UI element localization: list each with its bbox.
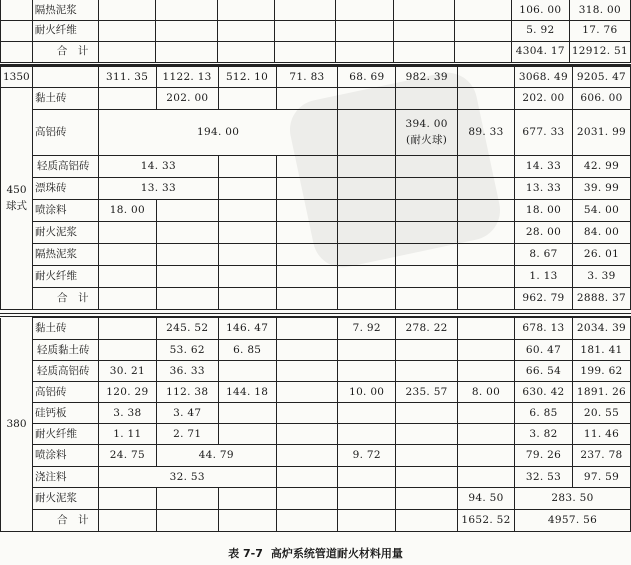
caption-number: 表 7-7	[228, 547, 263, 560]
total-label: 合 计	[32, 41, 98, 62]
value-cell: 44. 79	[156, 445, 276, 467]
value-cell: 112. 38	[156, 382, 218, 403]
value-cell: 89. 33	[458, 110, 515, 156]
value-cell: 1. 11	[98, 424, 156, 445]
value-cell: 146. 47	[218, 318, 276, 340]
table-row	[1, 361, 631, 382]
value-cell: 2. 71	[156, 424, 218, 445]
value-cell: 235. 57	[396, 382, 458, 403]
table-row	[1, 222, 631, 244]
table-caption	[0, 545, 631, 561]
total-label: 合 计	[32, 288, 98, 310]
value-cell: 14. 33	[98, 156, 218, 178]
value-cell: 3. 47	[156, 403, 218, 424]
table-450-section	[0, 87, 631, 310]
value-cell: 71. 83	[276, 67, 338, 88]
table-row	[1, 288, 631, 310]
value-cell: 630. 42	[515, 382, 573, 403]
value-cell: 1652. 52	[458, 510, 515, 532]
value-cell: 60. 47	[515, 340, 573, 361]
value-cell: 36. 33	[156, 361, 218, 382]
table-row	[1, 41, 631, 62]
value-cell: 512. 10	[218, 67, 276, 88]
value-cell: 11. 46	[572, 424, 630, 445]
value-cell: 10. 00	[338, 382, 396, 403]
table-row	[1, 403, 631, 424]
material-label: 硅钙板	[32, 403, 98, 424]
value-cell: 4957. 56	[515, 510, 631, 532]
value-cell: 3. 38	[98, 403, 156, 424]
material-label: 耐火纤维	[32, 20, 98, 41]
material-label: 高铝砖	[32, 382, 98, 403]
value-cell: 318. 00	[569, 0, 630, 20]
material-label: 耐火纤维	[32, 266, 98, 288]
value-text: 394. 00	[405, 117, 448, 130]
value-cell: 606. 00	[572, 88, 630, 110]
table-row	[1, 266, 631, 288]
value-cell: 4304. 17	[511, 41, 569, 62]
value-cell: 283. 50	[515, 488, 631, 510]
value-cell: 30. 21	[98, 361, 156, 382]
value-cell: 54. 00	[572, 200, 630, 222]
value-cell: 3. 82	[515, 424, 573, 445]
value-cell: 106. 00	[511, 0, 569, 20]
table-row	[1, 424, 631, 445]
value-cell: 1891. 26	[572, 382, 630, 403]
value-cell: 94. 50	[458, 488, 515, 510]
group-label: 380	[6, 418, 27, 430]
value-cell: 982. 39	[396, 67, 458, 88]
value-cell: 5. 92	[511, 20, 569, 41]
table-row	[1, 200, 631, 222]
value-cell: 1. 13	[514, 266, 572, 288]
value-cell: 14. 33	[514, 156, 572, 178]
value-cell: 9205. 47	[572, 67, 630, 88]
table-row	[1, 488, 631, 510]
table-row	[1, 382, 631, 403]
value-cell: 2888. 37	[572, 288, 630, 310]
value-cell: 1122. 13	[156, 67, 218, 88]
table-top-block	[0, 0, 631, 63]
material-label: 隔热泥浆	[32, 244, 98, 266]
value-cell: 18. 00	[514, 200, 572, 222]
group-cell	[1, 318, 33, 532]
material-label: 轻质高铝砖	[32, 156, 98, 178]
table-row	[1, 510, 631, 532]
value-cell: 7. 92	[338, 318, 396, 340]
table-1350-row	[0, 66, 631, 88]
value-cell: 194. 00	[98, 110, 337, 156]
value-cell: 66. 54	[515, 361, 573, 382]
material-label: 高铝砖	[32, 110, 98, 156]
value-cell: 278. 22	[396, 318, 458, 340]
caption-title: 高炉系统管道耐火材料用量	[270, 547, 403, 560]
value-cell: 199. 62	[572, 361, 630, 382]
value-cell: 181. 41	[572, 340, 630, 361]
value-cell: 120. 29	[98, 382, 156, 403]
value-cell: 97. 59	[572, 467, 630, 488]
group-label: 1350	[1, 67, 33, 88]
value-cell: 28. 00	[514, 222, 572, 244]
table-row	[1, 318, 631, 340]
table-380-section	[0, 317, 631, 532]
value-cell: 13. 33	[98, 178, 218, 200]
value-cell: 79. 26	[515, 445, 573, 467]
value-cell: 3. 39	[572, 266, 630, 288]
material-label: 耐火泥浆	[32, 222, 98, 244]
table-row	[1, 340, 631, 361]
material-label: 喷涂料	[32, 200, 98, 222]
value-cell: 202. 00	[514, 88, 572, 110]
value-cell: 20. 55	[572, 403, 630, 424]
value-cell: 12912. 51	[569, 41, 630, 62]
value-cell: 962. 79	[514, 288, 572, 310]
total-label: 合 计	[32, 510, 98, 532]
material-label: 喷涂料	[32, 445, 98, 467]
value-cell: 678. 13	[515, 318, 573, 340]
value-cell: 32. 53	[515, 467, 573, 488]
value-cell: 53. 62	[156, 340, 218, 361]
value-cell: 84. 00	[572, 222, 630, 244]
value-cell: 18. 00	[98, 200, 156, 222]
value-cell: 13. 33	[514, 178, 572, 200]
table-row	[1, 0, 631, 20]
value-cell: 311. 35	[98, 67, 156, 88]
table-row	[1, 67, 631, 88]
table-row	[1, 467, 631, 488]
value-cell: 9. 72	[338, 445, 396, 467]
value-cell: 6. 85	[218, 340, 276, 361]
table-row	[1, 244, 631, 266]
value-cell: 26. 01	[572, 244, 630, 266]
value-cell: 68. 69	[338, 67, 396, 88]
value-cell: 2034. 39	[572, 318, 630, 340]
material-label: 耐火纤维	[32, 424, 98, 445]
value-cell: 2031. 99	[572, 110, 630, 156]
material-label: 黏土砖	[32, 88, 98, 110]
table-row	[1, 20, 631, 41]
value-cell: 677. 33	[514, 110, 572, 156]
value-cell: 245. 52	[156, 318, 218, 340]
material-label: 浇注料	[32, 467, 98, 488]
group-label: 450	[6, 183, 27, 196]
value-cell: 202. 00	[156, 88, 218, 110]
value-cell: 17. 76	[569, 20, 630, 41]
material-label: 轻质黏土砖	[32, 340, 98, 361]
value-cell: 8. 67	[514, 244, 572, 266]
table-row	[1, 178, 631, 200]
table-row	[1, 445, 631, 467]
material-label: 漂珠砖	[32, 178, 98, 200]
table-row	[1, 110, 631, 156]
material-label: 轻质高铝砖	[32, 361, 98, 382]
material-label: 黏土砖	[32, 318, 98, 340]
value-cell: 39. 99	[572, 178, 630, 200]
group-cell	[1, 88, 33, 310]
value-cell: 6. 85	[515, 403, 573, 424]
material-label: 耐火泥浆	[32, 488, 98, 510]
value-cell: 237. 78	[572, 445, 630, 467]
table-row	[1, 88, 631, 110]
value-cell	[396, 110, 458, 156]
value-cell: 8. 00	[458, 382, 515, 403]
value-cell: 144. 18	[218, 382, 276, 403]
note-text: (耐火球)	[405, 133, 448, 146]
group-label: 球式	[5, 200, 27, 213]
material-label: 隔热泥浆	[32, 0, 98, 20]
group-cell	[1, 0, 33, 20]
value-cell: 42. 99	[572, 156, 630, 178]
table-row	[1, 156, 631, 178]
value-cell: 24. 75	[98, 445, 156, 467]
value-cell: 3068. 49	[514, 67, 572, 88]
value-cell: 32. 53	[98, 467, 276, 488]
